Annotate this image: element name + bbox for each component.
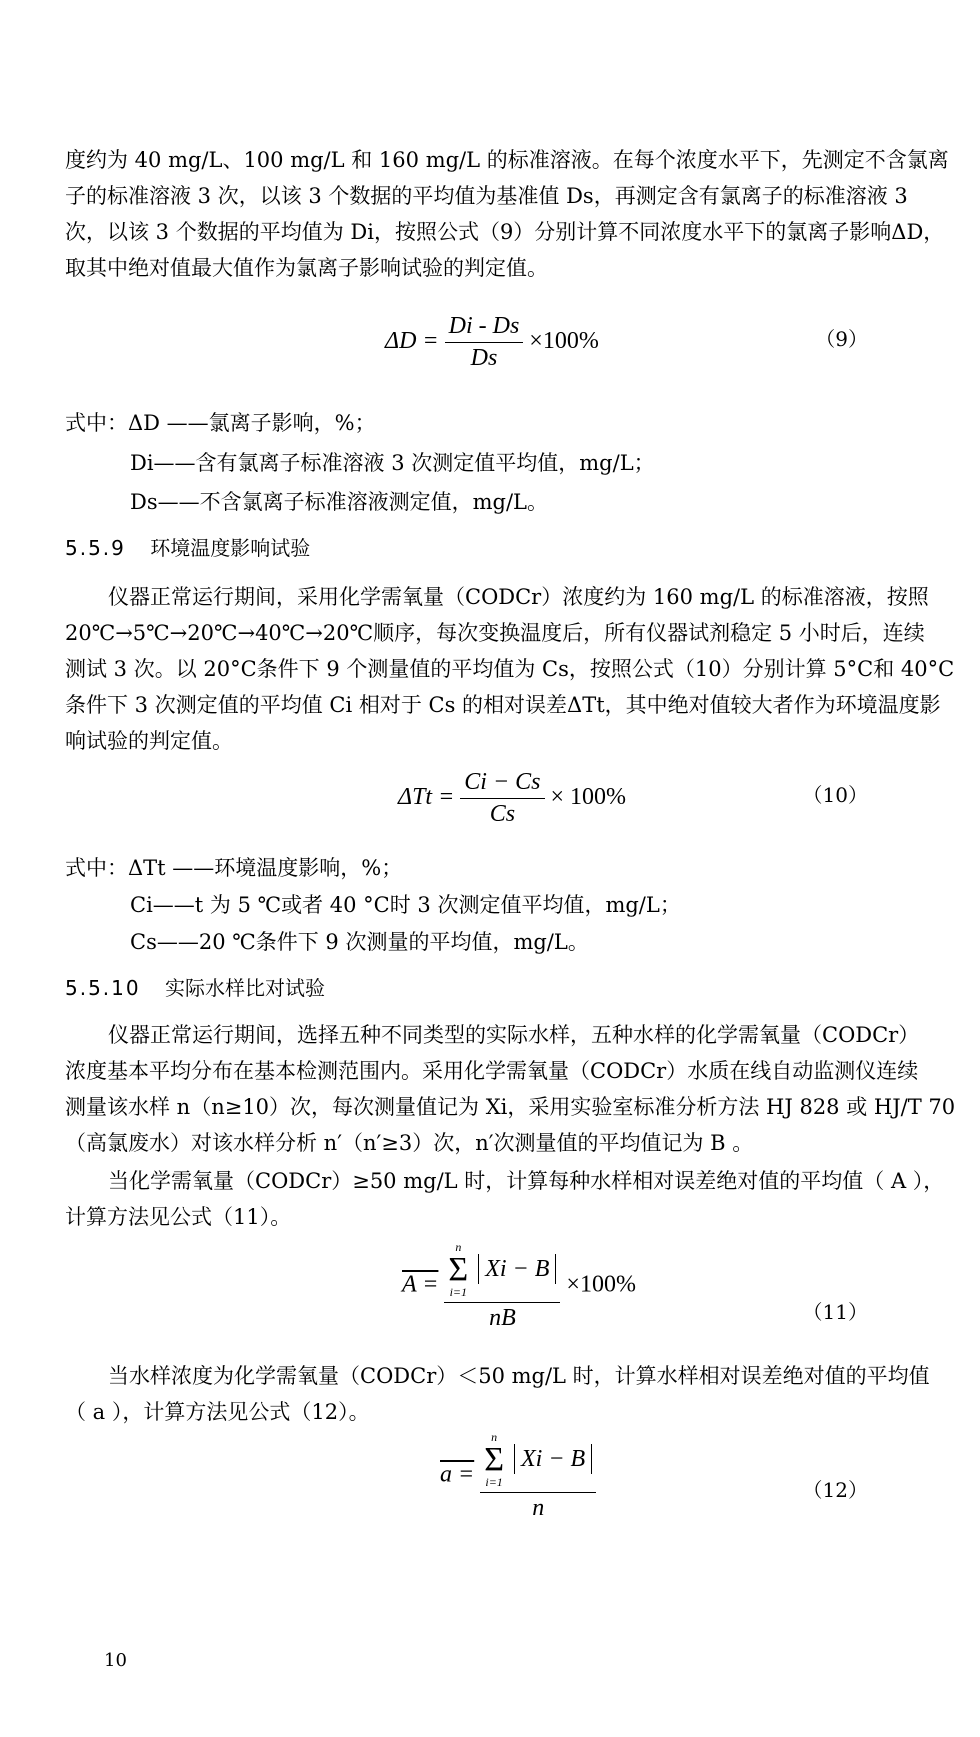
eq12-sum-bot: i=1 (485, 1475, 503, 1489)
eq12-lhs: a = (440, 1461, 475, 1488)
defs10-line1: 式中：ΔTt ——环境温度影响，%； (65, 856, 403, 880)
defs10-line2: Ci——t 为 5 ℃或者 40 °C时 3 次测定值平均值，mg/L； (130, 893, 681, 917)
sigma-symbol: Σ (448, 1251, 469, 1288)
eq9-tail: ×100% (529, 328, 599, 355)
equation-11 (402, 1240, 636, 1332)
section-title: 实际水样比对试验 (164, 976, 325, 1000)
para3-line1: 仪器正常运行期间，选择五种不同类型的实际水样，五种水样的化学需氧量（CODCr） (108, 1023, 920, 1047)
para1-line3: 次，以该 3 个数据的平均值为 Di，按照公式（9）分别计算不同浓度水平下的氯离子影响ΔD， (65, 220, 945, 244)
section-number: 5.5.9 (65, 536, 126, 560)
para3-line3: 测量该水样 n（n≥10）次，每次测量值记为 Xi，采用实验室标准分析方法 HJ 828 或 HJ/T 70 (65, 1095, 956, 1119)
sigma-icon (448, 1240, 468, 1300)
eq10-numerator: Ci − Cs (460, 769, 544, 799)
section-number: 5.5.10 (65, 976, 141, 1000)
section-title: 环境温度影响试验 (150, 536, 311, 560)
sigma-icon (484, 1430, 504, 1490)
sigma-symbol: Σ (484, 1441, 504, 1478)
para3-line2: 浓度基本平均分布在基本检测范围内。采用化学需氧量（CODCr）水质在线自动监测仪连续 (65, 1059, 919, 1083)
para1-line2: 子的标准溶液 3 次，以该 3 个数据的平均值为基准值 Ds，再测定含有氯离子的标准溶液 3 (65, 184, 908, 208)
para5-line1: 当水样浓度为化学需氧量（CODCr）＜50 mg/L 时，计算水样相对误差绝对值的平均值 (108, 1364, 930, 1388)
eq9-number: （9） (815, 327, 868, 351)
eq10-fraction (460, 769, 544, 828)
eq11-lhs: A = (402, 1271, 439, 1298)
eq12-abs: Xi − B (514, 1444, 592, 1474)
equation-12 (440, 1430, 596, 1522)
eq12-number: （12） (802, 1478, 868, 1502)
para4-line1: 当化学需氧量（CODCr）≥50 mg/L 时，计算每种水样相对误差绝对值的平均值（ A ）， (108, 1169, 945, 1193)
para4-line2: 计算方法见公式（11）。 (65, 1205, 292, 1229)
para2-line4: 条件下 3 次测定值的平均值 Ci 相对于 Cs 的相对误差ΔTt，其中绝对值较大者作为环境温度影 (65, 693, 941, 717)
para1-line1: 度约为 40 mg/L、100 mg/L 和 160 mg/L 的标准溶液。在每个浓度水平下，先测定不含氯离 (65, 148, 949, 172)
eq12-fraction (480, 1430, 596, 1522)
section-heading-5-5-9 (65, 534, 310, 562)
eq11-sum-bot: i=1 (449, 1285, 468, 1299)
equation-9 (385, 313, 599, 372)
eq11-abs: Xi − B (478, 1254, 556, 1284)
eq12-numerator (480, 1430, 596, 1493)
para5-line2: （ a ），计算方法见公式（12）。 (65, 1400, 370, 1424)
equation-10 (398, 769, 626, 828)
eq10-denominator: Cs (489, 801, 516, 827)
para3-line4: （高氯废水）对该水样分析 n′（n′≥3）次，n′次测量值的平均值记为 B 。 (65, 1131, 754, 1155)
eq10-tail: × 100% (550, 784, 627, 811)
eq9-lhs: ΔD = (385, 328, 439, 355)
defs9-line3: Ds——不含氯离子标准溶液测定值，mg/L。 (130, 490, 548, 514)
para2-line1: 仪器正常运行期间，采用化学需氧量（CODCr）浓度约为 160 mg/L 的标准溶液，按照 (108, 585, 929, 609)
eq11-sum-top: n (455, 1240, 462, 1254)
eq12-sum-top: n (491, 1430, 498, 1444)
eq9-fraction (445, 313, 524, 372)
para1-line4: 取其中绝对值最大值作为氯离子影响试验的判定值。 (65, 256, 548, 280)
defs9-line1: 式中：ΔD ——氯离子影响，%； (65, 411, 376, 435)
eq11-number: （11） (802, 1300, 868, 1324)
eq11-numerator (444, 1240, 560, 1303)
eq11-denominator: nB (489, 1305, 516, 1331)
eq10-number: （10） (802, 783, 868, 807)
eq11-fraction (444, 1240, 560, 1332)
page-number: 10 (104, 1650, 127, 1671)
eq12-denominator: n (532, 1495, 545, 1521)
para2-line5: 响试验的判定值。 (65, 729, 233, 753)
eq11-tail: ×100% (566, 1271, 636, 1298)
defs9-line2: Di——含有氯离子标准溶液 3 次测定值平均值，mg/L； (130, 451, 655, 475)
eq9-numerator: Di - Ds (445, 313, 524, 343)
para2-line2: 20℃→5℃→20℃→40℃→20℃顺序，每次变换温度后，所有仪器试剂稳定 5 小时后，连续 (65, 621, 925, 645)
eq9-denominator: Ds (470, 345, 498, 371)
para2-line3: 测试 3 次。以 20°C条件下 9 个测量值的平均值为 Cs，按照公式（10）分别计算 5°C和 40°C (65, 657, 955, 681)
defs10-line3: Cs——20 ℃条件下 9 次测量的平均值，mg/L。 (130, 930, 589, 954)
section-heading-5-5-10 (65, 974, 325, 1002)
eq10-lhs: ΔTt = (398, 784, 455, 811)
